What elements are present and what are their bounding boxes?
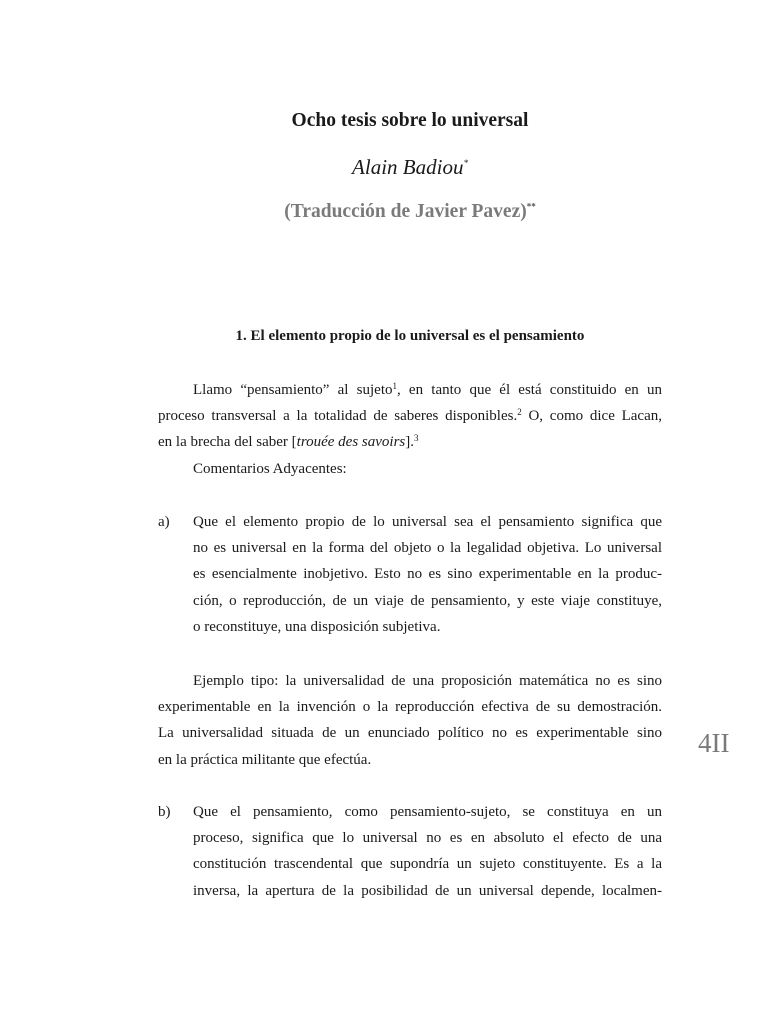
text-line: en la práctica militante que efectúa. xyxy=(158,751,372,768)
text-run: O, como dice Lacan, xyxy=(521,408,662,425)
text-line: Que el pensamiento, como pensamiento-sujeto, se constituya en un xyxy=(193,804,662,820)
text-line: experimentable en la invención o la reproducción efectiva de su demostración. xyxy=(158,699,662,716)
page-number: 4II xyxy=(698,728,730,758)
text-line: o reconstituye, una disposición subjetiva. xyxy=(193,618,441,635)
section-heading: 1. El elemento propio de lo universal es el pensamiento xyxy=(235,328,585,344)
text-run: Llamo “pensamiento” al sujeto xyxy=(193,382,393,398)
list-item-content xyxy=(193,509,662,640)
text-run: ]. xyxy=(405,434,415,451)
author-name xyxy=(158,155,662,180)
text-line: Ejemplo tipo: la universalidad de una proposición matemática no es sino xyxy=(193,673,662,689)
translator-text: (Traducción de Javier Pavez) xyxy=(284,201,527,222)
paragraph-1 xyxy=(158,377,662,482)
text-line: es esencialmente inobjetivo. Esto no es sino experimentable en la produc- xyxy=(193,566,662,583)
text-run: proceso transversal a la totalidad de saberes disponibles. xyxy=(158,408,518,425)
text-line: proceso, significa que lo universal no es en absoluto el efecto de una xyxy=(193,830,662,847)
text-line xyxy=(158,429,662,455)
footnote-ref: 1 xyxy=(392,381,397,391)
text-run: en la brecha del saber [ xyxy=(158,434,297,451)
list-item-b xyxy=(158,799,662,904)
text-line: La universalidad situada de un enunciado político no es experimentable sino xyxy=(158,725,662,742)
list-marker: a) xyxy=(158,514,170,530)
paragraph-2 xyxy=(158,668,662,773)
translator-credit xyxy=(158,201,662,223)
italic-term: trouée des savoirs xyxy=(296,434,406,451)
text-line: constitución trascendental que supondría un sujeto constituyente. Es a la xyxy=(193,856,662,873)
list-item-content xyxy=(193,799,662,904)
document-title: Ocho tesis sobre lo universal xyxy=(291,110,529,131)
list-marker: b) xyxy=(158,804,171,820)
text-line: inversa, la apertura de la posibilidad de un universal depende, localmen- xyxy=(193,882,662,899)
text-line: ción, o reproducción, de un viaje de pensamiento, y este viaje constituye, xyxy=(193,592,662,609)
author-footnote-mark: * xyxy=(463,158,468,168)
text-run: , en tanto que él está constituido en un xyxy=(397,382,662,398)
text-line: no es universal en la forma del objeto o la legalidad objetiva. Lo universal xyxy=(193,540,662,557)
footnote-ref: 2 xyxy=(517,407,522,418)
text-line xyxy=(158,377,662,403)
author-text: Alain Badiou xyxy=(352,155,464,179)
text-line xyxy=(158,403,662,429)
list-item-a xyxy=(158,509,662,640)
text-line: Comentarios Adyacentes: xyxy=(193,460,347,477)
text-line: Que el elemento propio de lo universal sea el pensamiento significa que xyxy=(193,514,662,530)
translator-footnote-mark: ** xyxy=(526,201,536,212)
footnote-ref: 3 xyxy=(414,433,419,444)
